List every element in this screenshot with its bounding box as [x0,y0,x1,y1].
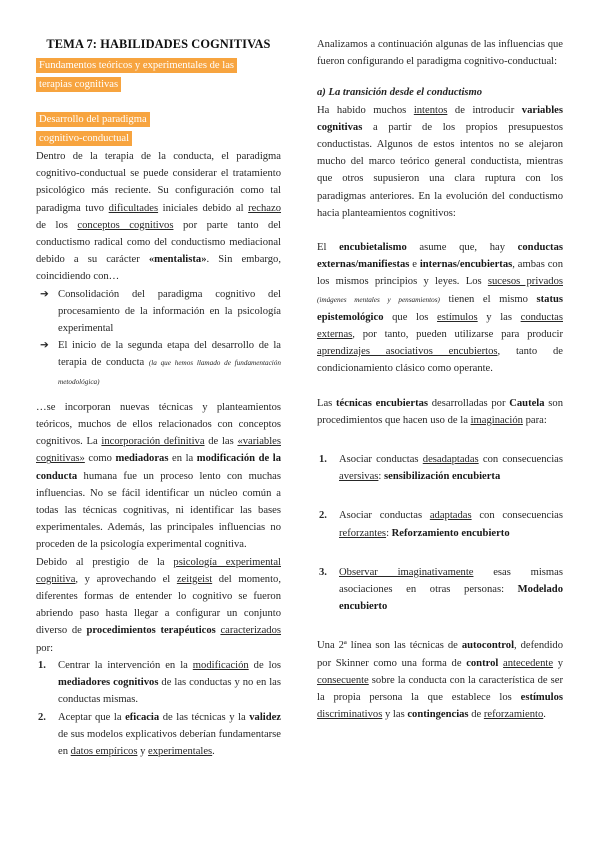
left-column [36,148,281,760]
arrow-list [36,286,281,391]
subsection-heading-line1: Desarrollo del paradigma [36,112,150,127]
list-item: 2. Aceptar que la eficacia de las técnicas y la validez de sus modelos explicativos deberían fundamentarse en datos empíricos y experimentales. [38,711,281,757]
left-paragraph-prestige: Debido al prestigio de la psicología experimental cognitiva, y aprovechando el zeitgeist del momento, diferentes formas de entender lo cognitivo se fueron abriendo paso hasta llegar a configurar un conjunto diverso de procedimientos terapéuticos caracterizados por: [36,556,282,654]
arrow-icon: ➔ [40,288,49,300]
list-item: 3. Observar imaginativamente esas mismas asociaciones en otras personas: Modelado encubierto [319,566,563,613]
list-item: 1. Asociar conductas desadaptadas con consecuencias aversivas: sensibilización encubierta [319,454,563,483]
right-paragraph-techniques: Las técnicas encubiertas desarrolladas por Cautela son procedimientos que hacen uso de la imaginación para: [317,397,563,426]
right-column [317,36,563,724]
numbered-list [317,451,563,615]
list-item: 2. Asociar conductas adaptadas con consecuencias reforzantes: Reforzamiento encubierto [319,510,563,539]
heading-transition: a) La transición desde el conductismo [317,87,483,99]
list-item: ➔ Consolidación del paradigma cognitivo del procesamiento de la información en la psicología experimental [36,286,281,338]
page-title: TEMA 7: HABILIDADES COGNITIVAS [46,37,271,51]
section-heading-line2: terapias cognitivas [36,77,121,92]
numbered-list [36,657,281,760]
list-item: ➔ El inicio de la segunda etapa del desarrollo de la terapia de conducta (la que hemos llamado de fundamentación metodológica) [36,337,281,391]
left-paragraph-intro: Dentro de la terapia de la conducta, el paradigma cognitivo-conductual se puede considerar el tratamiento psicológico más reciente. Su configuración como tal paradigma tuvo dificultades iniciales debido al rechazo de los conceptos cognitivos por parte tanto del conductismo radical como del conductismo mediacional debido a su carácter «mentalista». Sin embargo, coincidiendo con… [36,151,282,283]
list-item: 1. Centrar la intervención en la modificación de los mediadores cognitivos de las conductas y no en las conductas mismas. [38,659,281,706]
section-heading-line1: Fundamentos teóricos y experimentales de las [36,58,237,73]
arrow-icon: ➔ [40,340,49,352]
right-paragraph-intro: Analizamos a continuación algunas de las influencias que fueron configurando el paradigma cognitivo-conductual: [317,39,563,68]
subsection-heading-line2: cognitivo-conductual [36,131,132,146]
right-paragraph-selfcontrol: Una 2ª línea son las técnicas de autocontrol, defendido por Skinner como una forma de control antecedente y consecuente sobre la conducta con la característica de ser la propia persona la que establece los estímulos discriminativos y las contingencias de reforzamiento. [317,640,563,721]
right-paragraph-attempts: Ha habido muchos intentos de introducir variables cognitivas a partir de los propios presupuestos conductistas. Algunos de estos intentos no se alejaron mucho del marco teórico general conductista, mientras que otros supusieron una clara ruptura con los paradigmas anteriores. En la evolución del conductismo hacia planteamientos cognitivos: [317,104,563,219]
right-paragraph-covert: El encubietalismo asume que, hay conductas externas/manifiestas e internas/encubiertas, ambas con los mismos principios y leyes. Los sucesos privados (imágenes mentales y pensamientos) tienen el mismo status epistemológico que los estímulos y las conductas externas, por tanto, pueden utilizarse para producir aprendizajes asociativos encubiertos, tanto de condicionamiento clásico como operante. [317,242,564,375]
left-paragraph-variables: …se incorporan nuevas técnicas y planteamientos teóricos, muchos de ellos relacionados con conceptos cognitivos. La incorporación definitiva de las «variables cognitivas» como mediadoras en la modificación de la conducta humana fue un proceso lento con muchas influencias. No se fácil identificar un núcleo común a todas las técnicas cognitivas, ni identificar las bases experimentales. Además, las principales influencias no proceden de la psicología experimental cognitiva. [36,401,281,551]
